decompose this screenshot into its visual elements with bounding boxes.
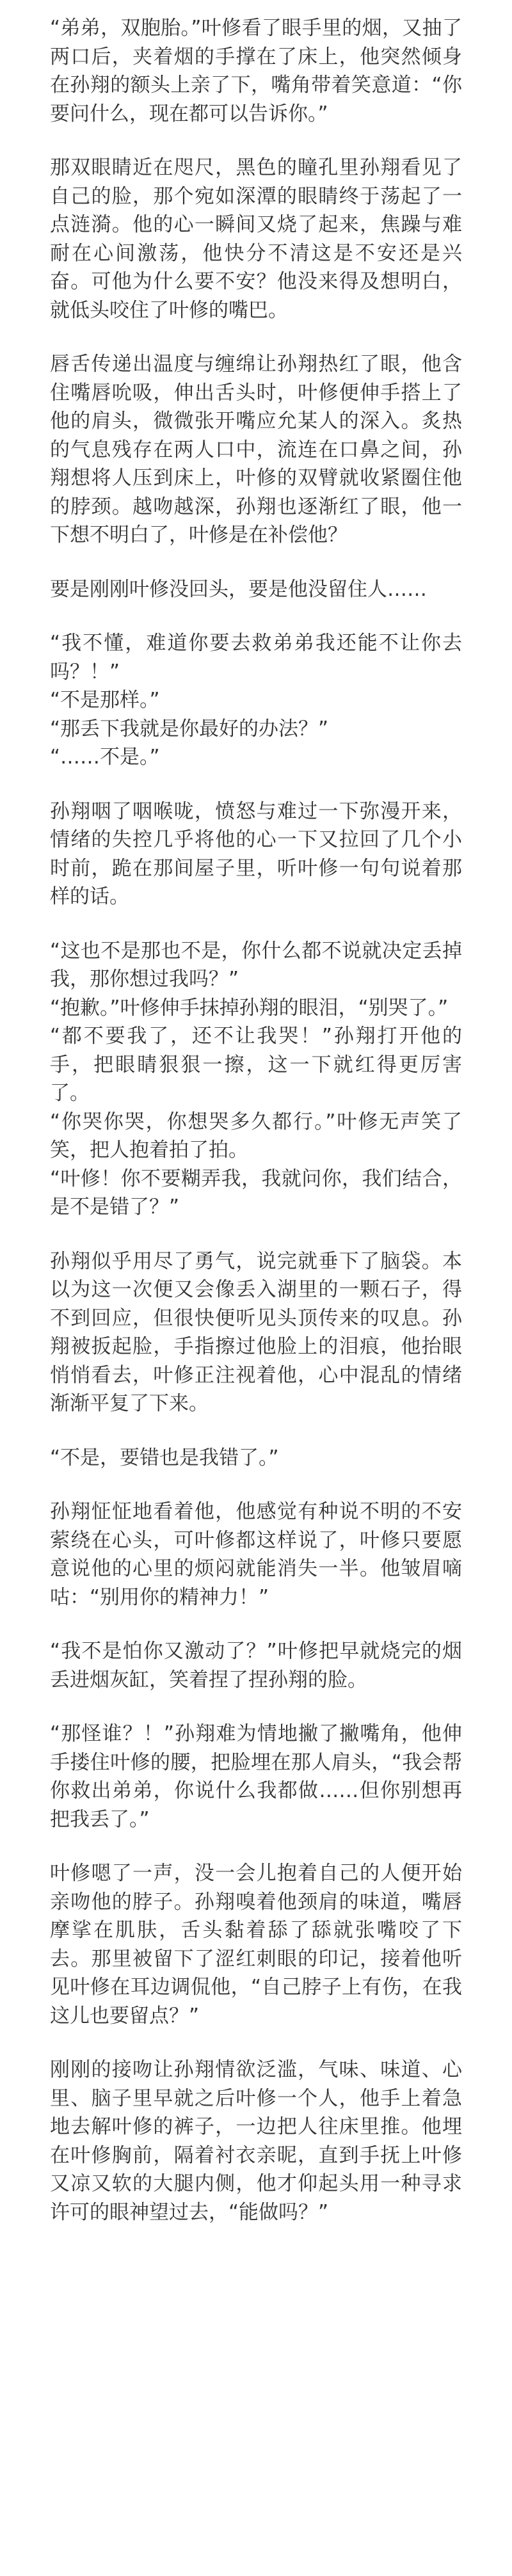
paragraph-line: “都不要我了，还不让我哭！”孙翔打开他的手，把眼睛狠狠一擦，这一下就红得更厉害了。	[50, 1025, 462, 1105]
paragraph	[50, 154, 462, 324]
paragraph-line: 孙翔似乎用尽了勇气，说完就垂下了脑袋。本以为这一次便又会像丢入湖里的一颗石子，得不到回应，但很快便听见头顶传来的叹息。孙翔被扳起脸，手指擦过他脸上的泪痕，他抬眼悄悄看去，叶修正注视着他，心中混乱的情绪渐渐平复了下来。	[50, 1249, 462, 1415]
paragraph	[50, 1247, 462, 1418]
paragraph-line: 刚刚的接吻让孙翔情欲泛滥，气味、味道、心里、脑子里早就之后叶修一个人，他手上着急地去解叶修的裤子，一边把人往床里推。他埋在叶修胸前，隔着衬衣亲昵，直到手抚上叶修又凉又软的大腿内侧，他才仰起头用一种寻求许可的眼神望过去，“能做吗？”	[50, 2058, 462, 2224]
paragraph	[50, 797, 462, 911]
paragraph-line: 那双眼睛近在咫尺，黑色的瞳孔里孙翔看见了自己的脸，那个宛如深潭的眼睛终于荡起了一点涟漪。他的心一瞬间又烧了起来，焦躁与难耐在心间激荡，他快分不清这是不安还是兴奋。可他为什么要不安？他没来得及想明白，就低头咬住了叶修的嘴巴。	[50, 156, 462, 322]
paragraph	[50, 14, 462, 128]
paragraph	[50, 2056, 462, 2227]
paragraph-line: “我不是怕你又激动了？”叶修把早就烧完的烟丢进烟灰缸，笑着捏了捏孙翔的脸。	[50, 1640, 462, 1692]
paragraph-line: 唇舌传递出温度与缠绵让孙翔热红了眼，他含住嘴唇吮吸，伸出舌头时，叶修便伸手搭上了他的肩头，微微张开嘴应允某人的深入。炙热的气息残存在两人口中，流连在口鼻之间，孙翔想将人压到床上，叶修的双臂就收紧圈住他的脖颈。越吻越深，孙翔也逐渐红了眼，他一下想不明白了，叶修是在补偿他？	[50, 353, 462, 547]
paragraph-line: “你哭你哭，你想哭多久都行。”叶修无声笑了笑，把人抱着拍了拍。	[50, 1110, 462, 1162]
paragraph	[50, 1498, 462, 1612]
paragraph	[50, 629, 462, 772]
paragraph-line: “那怪谁？！”孙翔难为情地撇了撇嘴角，他伸手搂住叶修的腰，把脸埋在那人肩头，“我会帮你救出弟弟，你说什么我都做……但你别想再把我丢了。”	[50, 1722, 462, 1831]
paragraph	[50, 1720, 462, 1834]
paragraph-line: “不是，要错也是我错了。”	[50, 1446, 279, 1469]
paragraph	[50, 1637, 462, 1694]
paragraph-line: 孙翔怔怔地看着他，他感觉有种说不明的不安萦绕在心头，可叶修都这样说了，叶修只要愿意说他的心里的烦闷就能消失一半。他皱眉嘀咕：“别用你的精神力！”	[50, 1500, 462, 1609]
paragraph-line: 要是刚刚叶修没回头，要是他没留住人……	[50, 577, 427, 601]
paragraph-line: “那丢下我就是你最好的办法？”	[50, 717, 329, 740]
paragraph-line: “我不懂，难道你要去救弟弟我还能不让你去吗？！”	[50, 632, 462, 684]
paragraph	[50, 937, 462, 1222]
paragraph-line: “……不是。”	[50, 746, 160, 769]
paragraph-line: “叶修！你不要糊弄我，我就问你，我们结合，是不是错了？”	[50, 1167, 462, 1219]
paragraph	[50, 1444, 462, 1473]
paragraph-line: “这也不是那也不是，你什么都不说就决定丢掉我，那你想过我吗？”	[50, 939, 462, 991]
paragraph	[50, 350, 462, 550]
paragraph-line: 叶修嗯了一声，没一会儿抱着自己的人便开始亲吻他的脖子。孙翔嗅着他颈肩的味道，嘴唇摩挲在肌肤，舌头黏着舔了舔就张嘴咬了下去。那里被留下了涩红刺眼的印记，接着他听见叶修在耳边调侃他，“自己脖子上有伤，在我这儿也要留点？”	[50, 1862, 462, 2028]
paragraph-line: “抱歉。”叶修伸手抹掉孙翔的眼泪，“别哭了。”	[50, 996, 449, 1020]
paragraph	[50, 1859, 462, 2030]
paragraph-line: “弟弟，双胞胎。”叶修看了眼手里的烟，又抽了两口后，夹着烟的手撑在了床上，他突然倾身在孙翔的额头上亲了下，嘴角带着笑意道：“你要问什么，现在都可以告诉你。”	[50, 17, 462, 125]
paragraph-line: “不是那样。”	[50, 689, 160, 712]
paragraph-line: 孙翔咽了咽喉咙，愤怒与难过一下弥漫开来，情绪的失控几乎将他的心一下又拉回了几个小时前，跪在那间屋子里，听叶修一句句说着那样的话。	[50, 799, 462, 908]
paragraph	[50, 575, 462, 604]
